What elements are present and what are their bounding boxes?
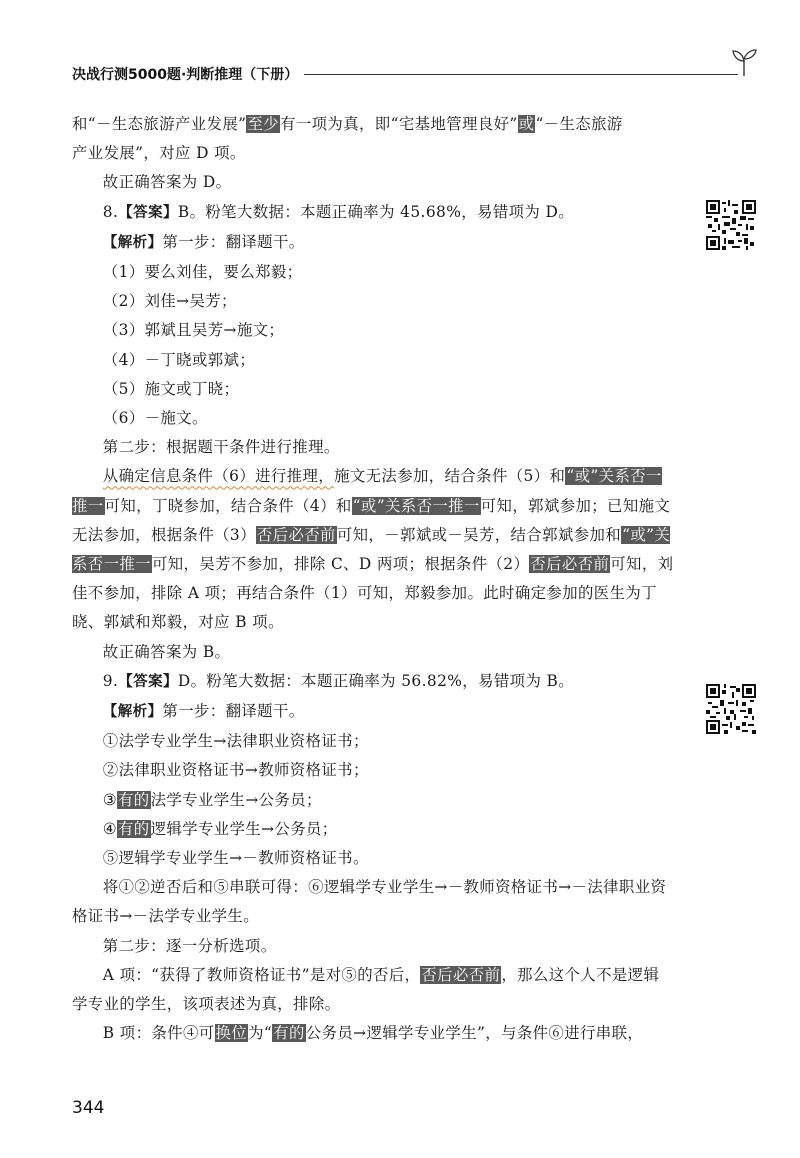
highlight: 有的 xyxy=(273,1024,305,1043)
answer-line-q8: 8.【答案】B。粉笔大数据：本题正确率为 45.68%，易错项为 D。 xyxy=(102,202,575,221)
condition-item: （5）施文或丁晓； xyxy=(102,379,240,398)
condition-item: （2）刘佳→吴芳； xyxy=(102,292,237,311)
book-title: 决战行测5000题·判断推理（下册） xyxy=(72,67,299,83)
running-header xyxy=(72,60,762,88)
condition-item: ⑤逻辑学专业学生→－教师资格证书。 xyxy=(102,849,369,868)
page-number: 344 xyxy=(72,1098,105,1118)
qr-code-icon xyxy=(706,200,756,250)
condition-item: （6）－施文。 xyxy=(102,409,208,428)
highlight: 有的 xyxy=(118,790,150,809)
highlight: 换位 xyxy=(215,1024,248,1043)
highlight: “或”关系否一推一 xyxy=(72,467,662,515)
conclusion-q8: 故正确答案为 B。 xyxy=(102,642,231,661)
analysis-line-q8: 【解析】第一步：翻译题干。 xyxy=(102,232,305,251)
highlight: 否后必否前 xyxy=(421,965,501,984)
condition-item: ③有的法学专业学生→公务员； xyxy=(102,790,322,809)
reasoning-paragraph: 将①②逆否后和⑤串联可得：⑥逻辑学专业学生→－教师资格证书→－法律职业资格证书→－法学专业学生。 xyxy=(72,878,667,926)
header-rule xyxy=(304,74,738,75)
conclusion-q7: 故正确答案为 D。 xyxy=(102,173,232,192)
step-heading: 第二步：根据题干条件进行推理。 xyxy=(102,438,340,457)
analysis-line-q9: 【解析】第一步：翻译题干。 xyxy=(102,702,305,721)
page-content xyxy=(72,110,674,1049)
condition-item: ①法学专业学生→法律职业资格证书； xyxy=(102,732,369,751)
answer-tag: 【答案】 xyxy=(118,204,178,221)
highlight: 有的 xyxy=(118,819,150,838)
reasoning-paragraph: 从确定信息条件（6）进行推理，施文无法参加，结合条件（5）和“或”关系否一推一可知，丁晓参加，结合条件（4）和“或”关系否一推一可知，郭斌参加；已知施文无法参加，根据条件（3）否后必否前可知，－郭斌或－吴芳，结合郭斌参加和“或”关系否一推一可知，吴芳不参加，排除 C、D 两项；根据条件（2）否后必否前可知，刘佳不参加，排除 A 项；再结合条件（1）可知，郑毅参加。此时确定参加的医生为丁晓、郭斌和郑毅，对应 B 项。 xyxy=(72,467,674,632)
option-a-analysis: A 项：“获得了教师资格证书”是对⑤的否后，否后必否前，那么这个人不是逻辑学专业的学生，该项表述为真，排除。 xyxy=(72,965,660,1014)
analysis-tag: 【解析】 xyxy=(102,234,163,251)
step-heading: 第二步：逐一分析选项。 xyxy=(102,936,277,955)
text-line: 产业发展”，对应 D 项。 xyxy=(72,144,246,163)
condition-item: （4）－丁晓或郭斌； xyxy=(102,350,256,369)
condition-item: ④有的逻辑学专业学生→公务员； xyxy=(102,819,338,838)
qr-code-q9[interactable] xyxy=(706,684,756,734)
condition-item: （3）郭斌且吴芳→施文； xyxy=(102,321,285,340)
analysis-tag: 【解析】 xyxy=(102,704,163,721)
highlight: 至少 xyxy=(247,115,280,133)
highlight: 否后必否前 xyxy=(530,555,610,574)
condition-item: （1）要么刘佳，要么郑毅； xyxy=(102,263,303,282)
qr-code-icon xyxy=(706,684,756,734)
qr-code-q8[interactable] xyxy=(706,200,756,250)
option-b-analysis: B 项：条件④可换位为“有的公务员→逻辑学专业学生”，与条件⑥进行串联， xyxy=(102,1024,644,1043)
highlight: 否后必否前 xyxy=(256,525,336,544)
condition-item: ②法律职业资格证书→教师资格证书； xyxy=(102,761,369,780)
highlight: “或”关系否一推一 xyxy=(352,496,480,515)
sprout-icon xyxy=(730,46,758,78)
highlight: “或”关系否一推一 xyxy=(72,525,671,574)
highlight: 或 xyxy=(518,115,535,133)
text-line: 和“－生态旅游产业发展”至少有一项为真，即“宅基地管理良好”或“－生态旅游 xyxy=(72,115,623,133)
answer-tag: 【答案】 xyxy=(118,673,178,690)
answer-line-q9: 9.【答案】D。粉笔大数据：本题正确率为 56.82%，易错项为 B。 xyxy=(102,671,575,690)
wavy-underline: 从确定信息条件（6）进行推理， xyxy=(102,467,335,486)
